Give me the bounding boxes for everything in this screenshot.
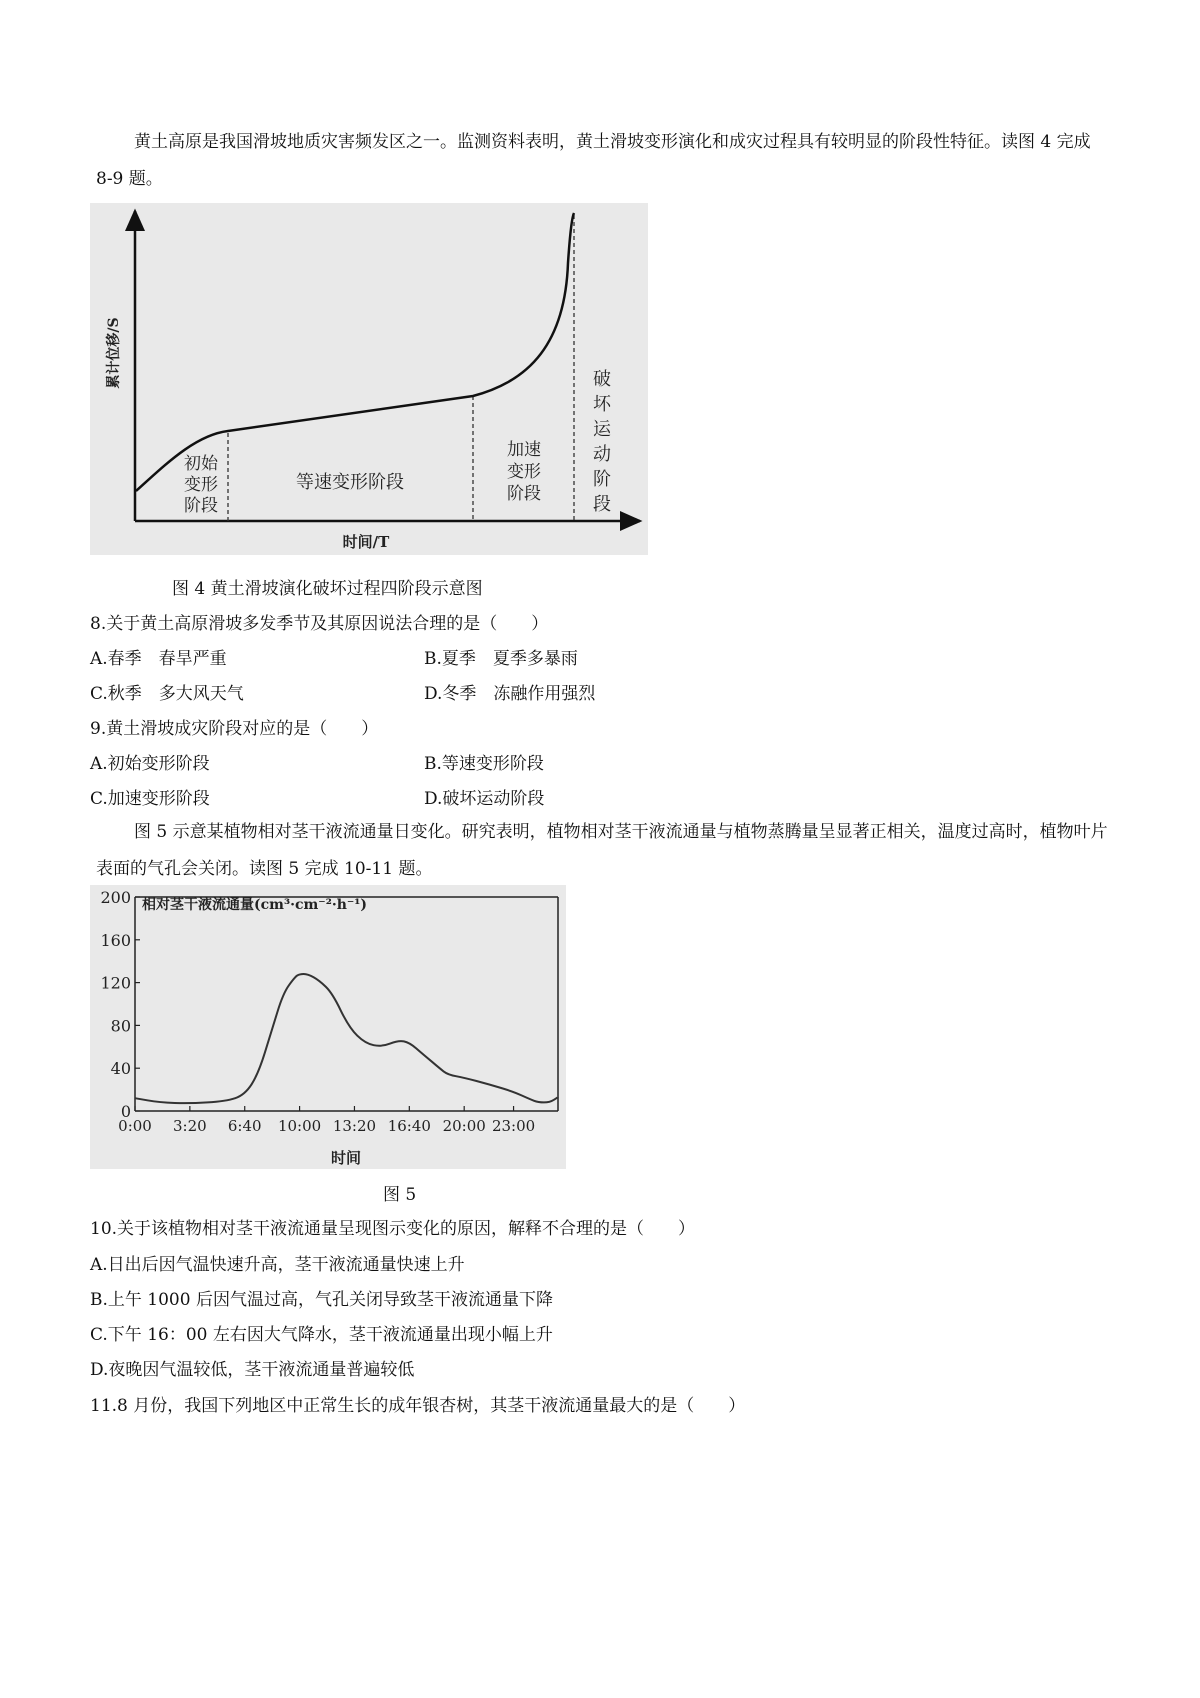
fig5-y-label: 相对茎干液流通量(cm³·cm⁻²·h⁻¹) [142,897,368,913]
y-tick-label: 0 [120,1102,131,1121]
y-tick-label: 200 [100,888,131,907]
figure-4-caption: 图 4 黄土滑坡演化破坏过程四阶段示意图 [172,579,483,599]
x-tick-label: 3:20 [173,1117,207,1135]
stage-label-line: 阶段 [507,484,541,504]
stage-label-line: 段 [593,494,611,515]
stage-label-line: 初始 [184,454,218,474]
question-9-option-a: A.初始变形阶段 [90,754,210,774]
fig4-stage-initial [184,454,219,516]
question-8-stem: 8.关于黄土高原滑坡多发季节及其原因说法合理的是（ ） [90,614,549,634]
x-tick-label: 6:40 [227,1117,262,1135]
fig4-stage-failure [593,369,612,515]
series-line-sap-flow [135,974,558,1103]
question-10-option-d: D.夜晚因气温较低，茎干液流通量普遍较低 [90,1360,415,1380]
fig5-x-label: 时间 [330,1149,362,1167]
question-8-option-b: B.夏季 夏季多暴雨 [424,649,578,669]
question-8-option-a: A.春季 春旱严重 [90,649,227,669]
y-tick-label: 160 [100,930,131,950]
y-tick-label: 120 [100,973,131,993]
question-10-option-b: B.上午 1000 后因气温过高，气孔关闭导致茎干液流通量下降 [90,1290,553,1310]
question-11-stem: 11.8 月份，我国下列地区中正常生长的成年银杏树，其茎干液流通量最大的是（ ） [90,1396,746,1416]
x-tick-label: 0:00 [118,1117,152,1135]
question-10-option-c: C.下午 16：00 左右因大气降水，茎干液流通量出现小幅上升 [90,1325,553,1345]
question-9-option-d: D.破坏运动阶段 [424,789,545,809]
question-9-stem: 9.黄土滑坡成灾阶段对应的是（ ） [90,719,379,739]
x-tick-label: 23:00 [491,1117,536,1135]
figure-4-plot [90,203,648,555]
question-10-stem: 10.关于该植物相对茎干液流通量呈现图示变化的原因，解释不合理的是（ ） [90,1219,696,1239]
question-10-option-a: A.日出后因气温快速升高，茎干液流通量快速上升 [90,1255,465,1275]
intro-paragraph-fig5: 图 5 示意某植物相对茎干液流通量日变化。研究表明，植物相对茎干液流通量与植物蒸腾量呈显著正相关，温度过高时，植物叶片表面的气孔会关闭。读图 5 完成 10-11 题。 [96,822,1108,879]
figure-5-caption: 图 5 [383,1185,417,1205]
fig4-stage-accelerating [507,440,541,504]
y-tick-label: 40 [110,1059,131,1079]
intro-paragraph-fig4: 黄土高原是我国滑坡地质灾害频发区之一。监测资料表明，黄土滑坡变形演化和成灾过程具有较明显的阶段性特征。读图 4 完成 8-9 题。 [96,132,1091,189]
figure-5-sap-flow-chart [90,885,566,1169]
fig4-x-label: 时间/T [342,533,390,551]
fig4-y-label: 累计位移/S [106,317,122,389]
x-tick-label: 16:40 [387,1117,431,1135]
stage-label-line: 阶段 [184,496,218,516]
stage-label-line: 变形 [184,475,218,495]
stage-label-line: 运 [593,419,611,440]
question-8-option-c: C.秋季 多大风天气 [90,684,244,704]
x-tick-label: 10:00 [277,1117,322,1135]
stage-label-line: 破 [593,369,611,390]
question-8-option-d: D.冬季 冻融作用强烈 [424,684,596,704]
stage-label-line: 加速 [507,440,541,460]
question-9-option-c: C.加速变形阶段 [90,789,210,809]
y-tick-label: 80 [110,1016,131,1036]
question-9-option-b: B.等速变形阶段 [424,754,544,774]
stage-label-line: 阶 [593,469,611,490]
stage-label-line: 坏 [593,394,611,415]
fig4-stage-uniform: 等速变形阶段 [296,472,404,493]
figure-5-plot [90,885,566,1169]
figure-4-landslide-stages [90,203,648,555]
stage-label-line: 动 [593,444,611,465]
x-tick-label: 13:20 [332,1117,377,1135]
x-tick-label: 20:00 [442,1117,486,1135]
stage-label-line: 变形 [507,462,541,482]
